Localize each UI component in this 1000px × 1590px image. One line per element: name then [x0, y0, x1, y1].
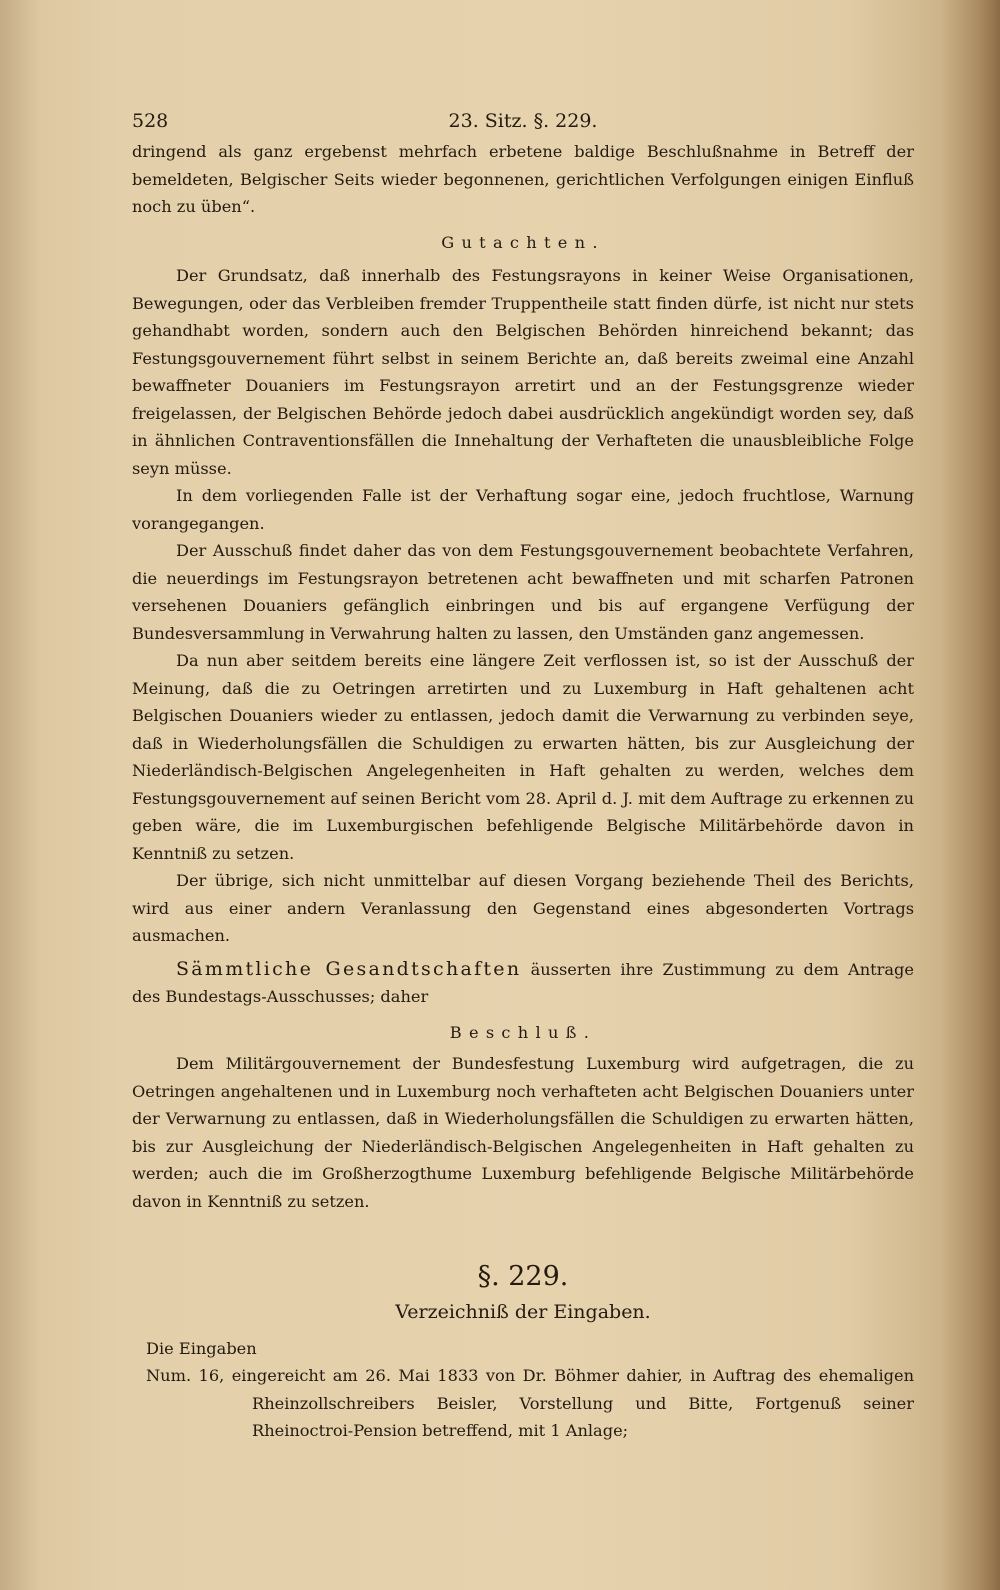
paragraph-warnung: In dem vorliegenden Falle ist der Verhaftung sogar eine, jedoch fruchtlose, Warnung vorangegangen.	[132, 486, 914, 533]
paragraph-continuation: dringend als ganz ergebenst mehrfach erbetene baldige Beschlußnahme in Betreff der bemeldeten, Belgischer Seits wieder begonnenen, gerichtlichen Verfolgungen einigen Einfluß noch zu üben“.	[132, 142, 914, 216]
page-number: 528	[132, 110, 169, 132]
paragraph-zustimmung	[132, 956, 914, 1011]
paragraph-grundsatz: Der Grundsatz, daß innerhalb des Festungsrayons in keiner Weise Organisationen, Bewegungen, oder das Verbleiben fremder Truppentheile statt finden dürfe, ist nicht nur stets gehandhabt worden, sondern auch den Belgischen Behörden hinreichend bekannt; das Festungsgouvernement führt selbst in seinem Berichte an, daß bereits zweimal eine Anzahl bewaffneter Douaniers im Festungsrayon arretirt und an der Festungsgrenze wieder freigelassen, der Belgischen Behörde jedoch dabei ausdrücklich angekündigt worden sey, daß in ähnlichen Contraventionsfällen die Innehaltung der Verhafteten die unausbleibliche Folge seyn müsse.	[132, 266, 914, 478]
paragraph-beschluss: Dem Militärgouvernement der Bundesfestung Luxemburg wird aufgetragen, die zu Oetringen angehaltenen und in Luxemburg noch verhafteten acht Belgischen Douaniers unter der Verwarnung zu entlassen, daß in Wiederholungsfällen die Schuldigen zu erwarten hätten, bis zur Ausgleichung der Niederländisch-Belgischen Angelegenheiten in Haft gehalten zu werden; auch die im Großherzogthume Luxemburg befehligende Belgische Militärbehörde davon in Kenntniß zu setzen.	[132, 1054, 914, 1211]
eingaben-intro: Die Eingaben	[146, 1338, 257, 1358]
paragraph-meinung: Da nun aber seitdem bereits eine längere Zeit verflossen ist, so ist der Ausschuß der Meinung, daß die zu Oetringen arretirten und zu Luxemburg in Haft gehaltenen acht Belgischen Douaniers wieder zu entlassen, jedoch damit die Verwarnung zu verbinden seye, daß in Wiederholungsfällen die Schuldigen zu erwarten hätten, bis zur Ausgleichung der Niederländisch-Belgischen Angelegenheiten in Haft gehalten zu werden, welches dem Festungsgouvernement auf seinen Bericht vom 28. April d. J. mit dem Auftrage zu erkennen zu geben wäre, die im Luxemburgischen befehligende Belgische Militärbehörde davon in Kenntniß zu setzen.	[132, 651, 914, 863]
page-content	[132, 108, 914, 1445]
paragraph-verfahren: Der Ausschuß findet daher das von dem Festungsgouvernement beobachtete Verfahren, die neuerdings im Festungsrayon betretenen acht bewaffneten und mit scharfen Patronen versehenen Douaniers gefänglich einbringen und bis auf ergangene Verfügung der Bundesversammlung in Verwahrung halten zu lassen, den Umständen ganz angemessen.	[132, 541, 914, 643]
running-title: 23. Sitz. §. 229.	[448, 110, 598, 132]
gesandtschaften-lead: Sämmtliche Gesandtschaften	[176, 957, 522, 980]
running-header	[132, 108, 914, 136]
paragraph-uebrige: Der übrige, sich nicht unmittelbar auf diesen Vorgang beziehende Theil des Berichts, wird aus einer andern Veranlassung den Gegenstand eines abgesonderten Vortrags ausmachen.	[132, 871, 914, 945]
section-title: Verzeichniß der Eingaben.	[395, 1301, 651, 1323]
zustimmung-text: äusserten ihre Zustimmung zu dem Antrage des Bundestags-Ausschusses; daher	[132, 959, 914, 1006]
heading-beschluss: Beschluß.	[449, 1022, 597, 1042]
eingabe-entry: Num. 16, eingereicht am 26. Mai 1833 von Dr. Böhmer dahier, in Auftrag des ehemaligen Rheinzollschreibers Beisler, Vorstellung und Bitte, Fortgenuß seiner Rheinoctroi-Pension betreffend, mit 1 Anlage;	[146, 1366, 914, 1440]
section-number: §. 229.	[477, 1261, 569, 1292]
heading-gutachten: Gutachten.	[441, 232, 605, 252]
